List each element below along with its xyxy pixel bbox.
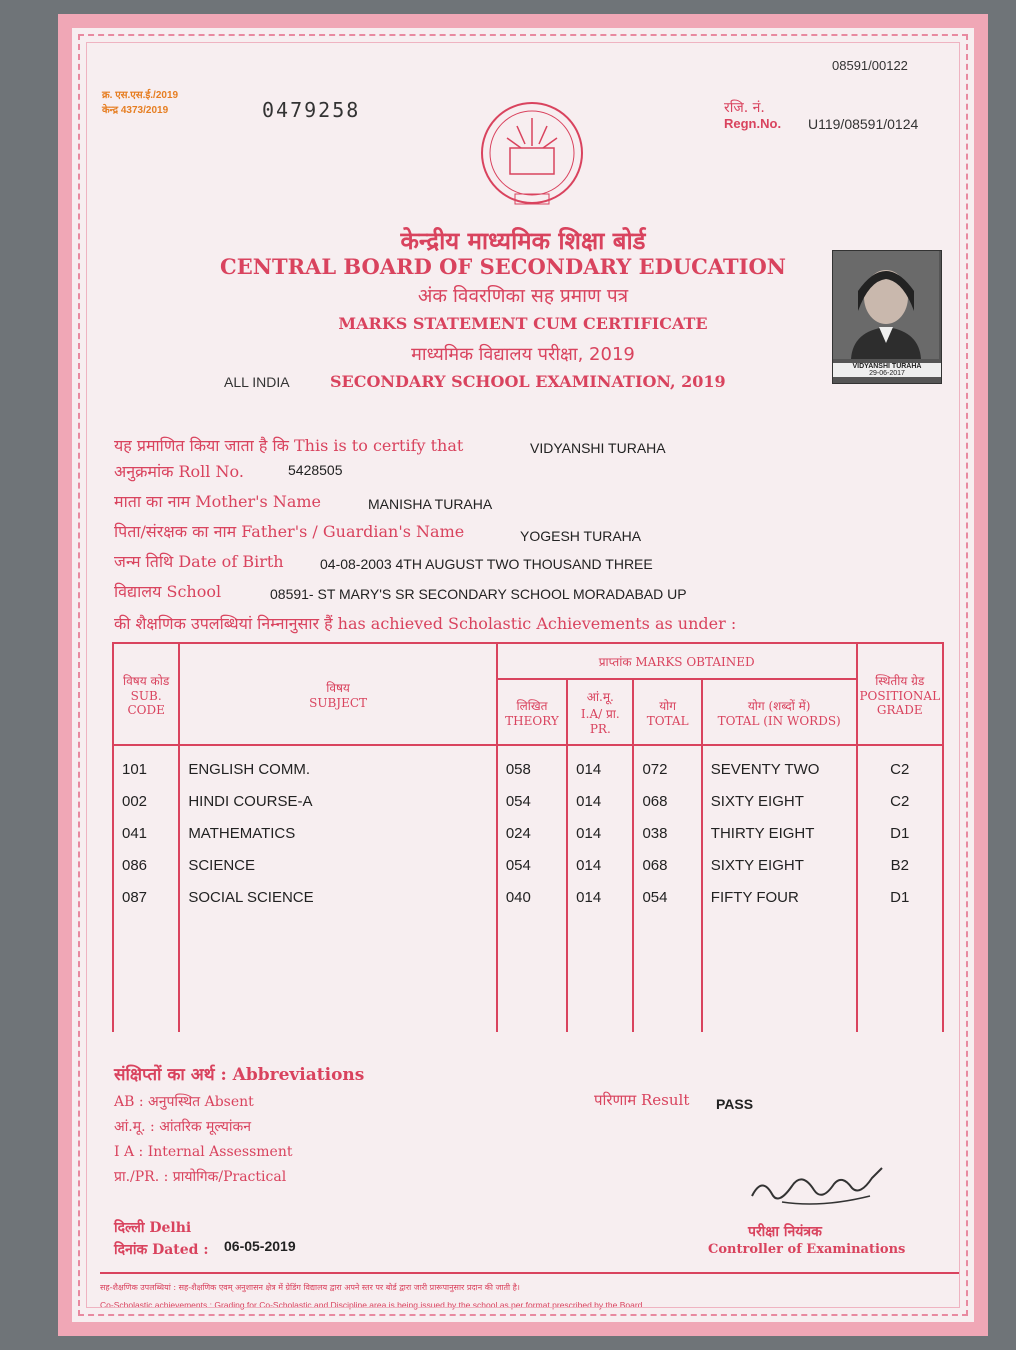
stamp-line: क्र. एस.एस.ई./2019 <box>102 90 179 101</box>
subject-code: 086 <box>122 857 148 874</box>
total-marks: 068 <box>642 793 668 810</box>
total-header-hindi: योग <box>659 698 677 713</box>
ia-marks: 014 <box>576 889 602 906</box>
abbreviations-title: संक्षिप्तों का अर्थ : Abbreviations <box>114 1065 365 1085</box>
subject-column <box>179 745 497 1032</box>
dated-value: 06-05-2019 <box>224 1238 296 1254</box>
ia-marks: 014 <box>576 793 602 810</box>
certificate-sheet <box>58 14 988 1336</box>
code-header <box>113 643 179 745</box>
ia-column <box>567 745 633 1032</box>
theory-column <box>497 745 567 1032</box>
footnote-english: Co-Scholastic achievements : Grading for Co-Scholastic and Discipline area is being issued by the school as per format prescribed by the Board. <box>100 1300 645 1310</box>
theory-marks: 054 <box>505 857 531 874</box>
subject-header-en: SUBJECT <box>309 695 368 710</box>
dob-label: जन्म तिथि Date of Birth <box>114 552 284 571</box>
total-marks: 072 <box>642 761 668 778</box>
subject-header <box>179 643 497 745</box>
result-label: परिणाम Result <box>594 1091 690 1109</box>
regn-value: U119/08591/0124 <box>808 116 919 132</box>
abbreviation-item: AB : अनुपस्थित Absent <box>114 1094 254 1110</box>
father-name: YOGESH TURAHA <box>520 528 642 544</box>
theory-header <box>497 679 567 745</box>
total-header-en: TOTAL <box>646 713 689 728</box>
ia-marks: 014 <box>576 857 602 874</box>
all-india-label: ALL INDIA <box>224 374 290 390</box>
subject-name: SCIENCE <box>188 857 255 874</box>
controller-signature-icon <box>742 1156 892 1216</box>
positional-grade: D1 <box>890 889 910 906</box>
abbreviations-list <box>114 1090 293 1190</box>
issue-stamp <box>102 88 252 128</box>
marks-table <box>112 642 944 1032</box>
theory-marks: 040 <box>505 889 531 906</box>
mother-name: MANISHA TURAHA <box>368 496 493 512</box>
words-header <box>702 679 857 745</box>
grade-header-en: POSITIONAL GRADE <box>859 688 941 717</box>
theory-marks: 054 <box>505 793 531 810</box>
board-title: CENTRAL BOARD OF SECONDARY EDUCATION <box>220 254 786 279</box>
photo-caption: VIDYANSHI TURAHA <box>833 363 941 370</box>
total-marks: 038 <box>642 825 668 842</box>
ia-header <box>567 679 633 745</box>
total-marks: 054 <box>642 889 668 906</box>
subject-name: SOCIAL SCIENCE <box>188 889 314 906</box>
ia-header-hindi: आं.मू. <box>586 690 614 704</box>
stamp-line: केन्द्र 4373/2019 <box>102 105 169 116</box>
ia-header-en: I.A/ प्रा. PR. <box>580 707 620 736</box>
serial-number: 0479258 <box>262 98 361 122</box>
subject-code: 101 <box>122 761 148 778</box>
cbse-emblem-icon <box>477 98 587 216</box>
marks-obtained-header: प्राप्तांक MARKS OBTAINED <box>497 643 857 679</box>
positional-grade: D1 <box>890 825 910 842</box>
certificate-title-hindi: अंक विवरणिका सह प्रमाण पत्र <box>417 285 629 307</box>
total-header <box>633 679 701 745</box>
positional-grade: C2 <box>890 793 910 810</box>
controller-title: Controller of Examinations <box>708 1242 906 1257</box>
footer-divider <box>100 1272 960 1274</box>
ia-marks: 014 <box>576 825 602 842</box>
words-header-hindi: योग (शब्दों में) <box>747 698 811 713</box>
exam-title: SECONDARY SCHOOL EXAMINATION, 2019 <box>330 372 726 391</box>
abbreviation-item: I A : Internal Assessment <box>114 1144 293 1160</box>
subject-name: MATHEMATICS <box>188 825 296 842</box>
code-header-en: SUB. CODE <box>127 688 165 717</box>
exam-title-hindi: माध्यमिक विद्यालय परीक्षा, 2019 <box>411 344 635 365</box>
place: दिल्ली Delhi <box>114 1220 192 1236</box>
regn-hindi-label: रजि. नं. <box>724 100 765 116</box>
board-title-hindi: केन्द्रीय माध्यमिक शिक्षा बोर्ड <box>400 227 646 255</box>
subject-header-hindi: विषय <box>326 680 350 695</box>
footnote-hindi: सह-शैक्षणिक उपलब्धियां : सह-शैक्षणिक एवम् अनुशासन क्षेत्र में ग्रेडिंग विद्यालय द्वारा अपने स्तर पर बोर्ड द्वारा जारी प्रारूपानुसार प्रदान की जाती है। <box>100 1283 520 1292</box>
student-portrait-icon <box>833 251 939 359</box>
ia-marks: 014 <box>576 761 602 778</box>
total-in-words: SEVENTY TWO <box>710 761 820 778</box>
theory-header-en: THEORY <box>505 713 559 728</box>
total-in-words: THIRTY EIGHT <box>710 825 815 842</box>
certificate-title: MARKS STATEMENT CUM CERTIFICATE <box>338 314 708 333</box>
positional-grade: B2 <box>890 857 909 874</box>
father-label: पिता/संरक्षक का नाम Father's / Guardian's Name <box>114 522 465 541</box>
theory-marks: 058 <box>505 761 531 778</box>
subject-code: 041 <box>122 825 148 842</box>
grade-column <box>857 745 943 1032</box>
date-of-birth: 04-08-2003 4TH AUGUST TWO THOUSAND THREE <box>320 556 653 572</box>
theory-header-hindi: लिखित <box>516 698 548 713</box>
school-name: 08591- ST MARY'S SR SECONDARY SCHOOL MORADABAD UP <box>270 586 687 602</box>
mother-label: माता का नाम Mother's Name <box>114 492 322 511</box>
top-right-number: 08591/00122 <box>832 58 908 73</box>
controller-title-hindi: परीक्षा नियंत्रक <box>748 1224 822 1240</box>
result-value: PASS <box>716 1096 754 1112</box>
regn-label: Regn.No. <box>724 116 782 131</box>
roll-label: अनुक्रमांक Roll No. <box>114 462 244 481</box>
roll-number: 5428505 <box>288 462 343 478</box>
words-header-en: TOTAL (IN WORDS) <box>717 713 841 728</box>
total-in-words: SIXTY EIGHT <box>710 793 804 810</box>
code-header-hindi: विषय कोड <box>123 673 170 688</box>
dated-label: दिनांक Dated : <box>114 1242 209 1258</box>
total-column <box>633 745 701 1032</box>
grade-header-hindi: स्थितीय ग्रेड <box>875 673 925 688</box>
positional-grade: C2 <box>890 761 910 778</box>
grade-header <box>857 643 943 745</box>
total-marks: 068 <box>642 857 668 874</box>
abbreviation-item: प्रा./PR. : प्रायोगिक/Practical <box>114 1169 287 1185</box>
subject-code: 002 <box>122 793 148 810</box>
student-photo <box>832 250 942 384</box>
code-column <box>113 745 179 1032</box>
certify-label: यह प्रमाणित किया जाता है कि This is to certify that <box>114 436 464 455</box>
photo-date: 29-06-2017 <box>833 370 941 377</box>
school-label: विद्यालय School <box>114 582 222 601</box>
student-name: VIDYANSHI TURAHA <box>530 440 666 456</box>
subject-name: ENGLISH COMM. <box>188 761 310 778</box>
abbreviation-item: आं.मू. : आंतरिक मूल्यांकन <box>114 1119 252 1135</box>
total-in-words: SIXTY EIGHT <box>710 857 804 874</box>
words-column <box>702 745 857 1032</box>
total-in-words: FIFTY FOUR <box>710 889 799 906</box>
achievements-intro: की शैक्षणिक उपलब्धियां निम्नानुसार हैं has achieved Scholastic Achievements as under : <box>114 614 737 633</box>
subject-code: 087 <box>122 889 148 906</box>
theory-marks: 024 <box>505 825 531 842</box>
subject-name: HINDI COURSE-A <box>188 793 313 810</box>
